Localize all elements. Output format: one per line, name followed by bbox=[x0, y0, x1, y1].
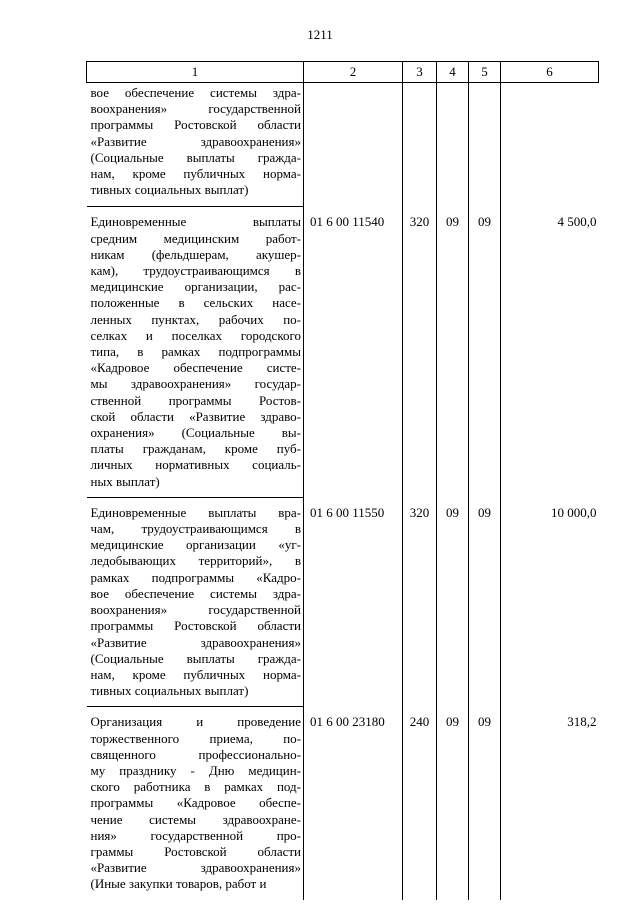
column-header-2: 2 bbox=[304, 62, 403, 83]
description-line: воохранения» государственной bbox=[90, 101, 301, 117]
table-row bbox=[87, 498, 599, 707]
description-line: Единовременные выплаты bbox=[90, 214, 301, 230]
row-amount: 318,2 bbox=[501, 707, 599, 899]
description-line: воохранения» государственной bbox=[90, 602, 301, 618]
description-line: платы гражданам, кроме пуб- bbox=[90, 441, 301, 457]
row-description bbox=[87, 707, 304, 899]
column-header-6: 6 bbox=[501, 62, 599, 83]
description-line: мы здравоохранения» государ- bbox=[90, 376, 301, 392]
description-line: (Социальные выплаты гражда- bbox=[90, 650, 301, 666]
description-line: ственной программы Ростов- bbox=[90, 392, 301, 408]
description-line: рамках подпрограммы «Кадро- bbox=[90, 569, 301, 585]
description-line: вое обеспечение системы здра- bbox=[90, 85, 301, 100]
row-amount: 4 500,0 bbox=[501, 207, 599, 497]
description-line: никам (фельдшерам, акушер- bbox=[90, 246, 301, 262]
description-line: типа, в рамках подпрограммы bbox=[90, 344, 301, 360]
row-expense-type: 320 bbox=[403, 207, 437, 497]
description-line: «Развитие здравоохранения» bbox=[90, 634, 301, 650]
description-line: чам, трудоустраивающимся в bbox=[90, 521, 301, 537]
column-header-1: 1 bbox=[87, 62, 304, 83]
row-section: 09 bbox=[437, 498, 469, 707]
description-line: чение системы здравоохране- bbox=[90, 811, 301, 827]
description-line: тивных социальных выплат) bbox=[90, 683, 249, 699]
row-description bbox=[87, 498, 304, 707]
row-subsection bbox=[469, 83, 501, 207]
description-line: программы «Кадровое обеспе- bbox=[90, 795, 301, 811]
description-line: ледобывающих территорий», в bbox=[90, 553, 301, 569]
description-line: личных нормативных социаль- bbox=[90, 457, 301, 473]
description-line: «Развитие здравоохранения» bbox=[90, 860, 301, 876]
row-section: 09 bbox=[437, 207, 469, 497]
description-line: программы Ростовской области bbox=[90, 117, 301, 133]
description-line: медицинские организации «уг- bbox=[90, 537, 301, 553]
row-code: 01 6 00 11550 bbox=[304, 498, 403, 707]
description-line: Единовременные выплаты вра- bbox=[90, 504, 301, 520]
column-header-5: 5 bbox=[469, 62, 501, 83]
row-amount: 10 000,0 bbox=[501, 498, 599, 707]
description-line: ского работника в рамках под- bbox=[90, 779, 301, 795]
description-line: охранения» (Социальные вы- bbox=[90, 425, 301, 441]
row-code bbox=[304, 83, 403, 207]
description-line: тивных социальных выплат) bbox=[90, 182, 249, 198]
description-line: нам, кроме публичных норма- bbox=[90, 166, 301, 182]
description-line: ния» государственной про- bbox=[90, 827, 301, 843]
table-row bbox=[87, 83, 599, 207]
description-line: священного профессионально- bbox=[90, 746, 301, 762]
budget-table bbox=[86, 61, 599, 900]
description-line: «Развитие здравоохранения» bbox=[90, 133, 301, 149]
row-description bbox=[87, 83, 304, 207]
description-line: Организация и проведение bbox=[90, 714, 301, 730]
description-line: кам), трудоустраивающимся в bbox=[90, 263, 301, 279]
description-line: положенные в сельских насе- bbox=[90, 295, 301, 311]
description-line: вое обеспечение системы здра- bbox=[90, 585, 301, 601]
row-expense-type: 320 bbox=[403, 498, 437, 707]
header-row bbox=[87, 62, 599, 83]
row-expense-type: 240 bbox=[403, 707, 437, 899]
column-header-3: 3 bbox=[403, 62, 437, 83]
description-line: граммы Ростовской области bbox=[90, 843, 301, 859]
description-line: ных выплат) bbox=[90, 473, 160, 489]
description-line: нам, кроме публичных норма- bbox=[90, 666, 301, 682]
column-header-4: 4 bbox=[437, 62, 469, 83]
row-amount bbox=[501, 83, 599, 207]
row-subsection: 09 bbox=[469, 707, 501, 899]
description-line: торжественного приема, по- bbox=[90, 730, 301, 746]
row-code: 01 6 00 23180 bbox=[304, 707, 403, 899]
page-number: 1211 bbox=[307, 27, 333, 42]
row-section bbox=[437, 83, 469, 207]
description-line: му празднику - Дню медицин- bbox=[90, 762, 301, 778]
description-line: (Иные закупки товаров, работ и bbox=[90, 876, 267, 892]
row-description bbox=[87, 207, 304, 497]
table-row bbox=[87, 707, 599, 899]
description-line: средним медицинским работ- bbox=[90, 230, 301, 246]
description-line: селках и поселках городского bbox=[90, 327, 301, 343]
row-subsection: 09 bbox=[469, 498, 501, 707]
row-section: 09 bbox=[437, 707, 469, 899]
description-line: программы Ростовской области bbox=[90, 618, 301, 634]
description-line: ской области «Развитие здраво- bbox=[90, 408, 301, 424]
table-body bbox=[87, 83, 599, 900]
description-line: ленных пунктах, рабочих по- bbox=[90, 311, 301, 327]
row-code: 01 6 00 11540 bbox=[304, 207, 403, 497]
row-expense-type bbox=[403, 83, 437, 207]
description-line: (Социальные выплаты гражда- bbox=[90, 149, 301, 165]
description-line: медицинские организации, рас- bbox=[90, 279, 301, 295]
table-row bbox=[87, 207, 599, 497]
row-subsection: 09 bbox=[469, 207, 501, 497]
description-line: «Кадровое обеспечение систе- bbox=[90, 360, 301, 376]
